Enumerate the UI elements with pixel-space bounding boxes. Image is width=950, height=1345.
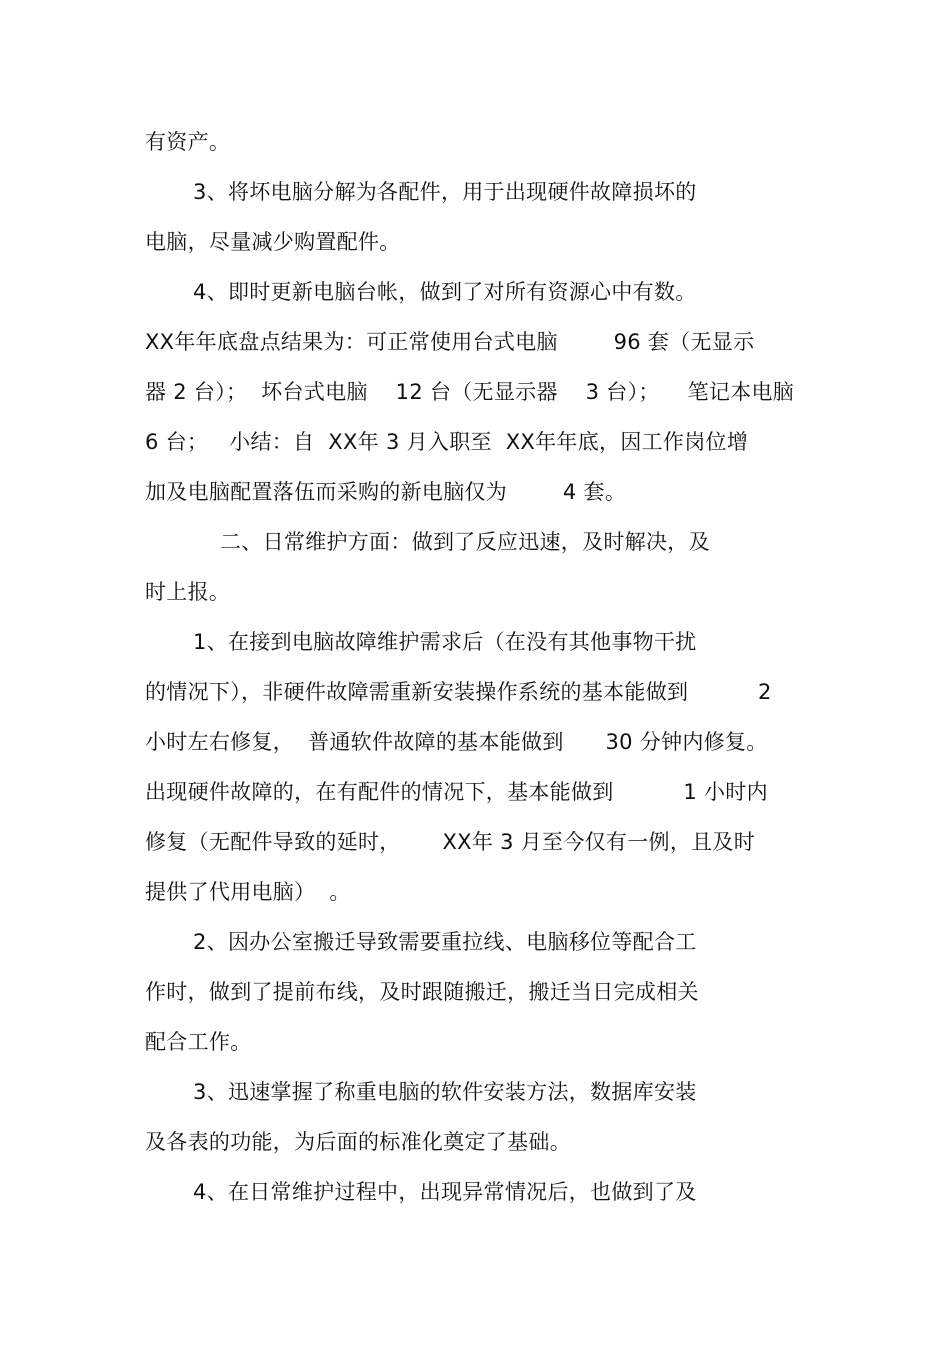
text-line: 2、因办公室搬迁导致需要重拉线、电脑移位等配合工 xyxy=(193,930,697,954)
text-line: 时上报。 xyxy=(145,580,231,604)
text-line: 3、迅速掌握了称重电脑的软件安装方法，数据库安装 xyxy=(193,1080,697,1104)
text-line: 4、在日常维护过程中，出现异常情况后，也做到了及 xyxy=(193,1180,697,1204)
text-line: 4、即时更新电脑台帐，做到了对所有资源心中有数。 xyxy=(193,280,697,304)
text-line: 出现硬件故障的，在有配件的情况下，基本能做到 1 小时内 xyxy=(145,780,768,804)
text-line: 的情况下），非硬件故障需重新安装操作系统的基本能做到 2 xyxy=(145,680,772,704)
text-line: 及各表的功能，为后面的标准化奠定了基础。 xyxy=(145,1130,571,1154)
text-line: 提供了代用电脑） 。 xyxy=(145,880,351,904)
text-line: 有资产。 xyxy=(145,130,231,154)
text-line: 加及电脑配置落伍而采购的新电脑仅为 4 套。 xyxy=(145,480,627,504)
text-line: XX年年底盘点结果为：可正常使用台式电脑 96 套（无显示 xyxy=(145,330,755,354)
section-heading: 二、日常维护方面：做到了反应迅速，及时解决，及 xyxy=(220,530,710,554)
text-line: 1、在接到电脑故障维护需求后（在没有其他事物干扰 xyxy=(193,630,697,654)
text-line: 小时左右修复， 普通软件故障的基本能做到 30 分钟内修复。 xyxy=(145,730,768,754)
text-line: 电脑，尽量减少购置配件。 xyxy=(145,230,401,254)
text-line: 3、将坏电脑分解为各配件，用于出现硬件故障损坏的 xyxy=(193,180,697,204)
text-line: 修复（无配件导致的延时， XX年 3 月至今仅有一例，且及时 xyxy=(145,830,756,854)
text-line: 6 台； 小结：自 XX年 3 月入职至 XX年年底，因工作岗位增 xyxy=(145,430,749,454)
text-line: 作时，做到了提前布线，及时跟随搬迁，搬迁当日完成相关 xyxy=(145,980,699,1004)
text-line: 器 2 台）； 坏台式电脑 12 台（无显示器 3 台）； 笔记本电脑 xyxy=(145,380,795,404)
text-line: 配合工作。 xyxy=(145,1030,252,1054)
